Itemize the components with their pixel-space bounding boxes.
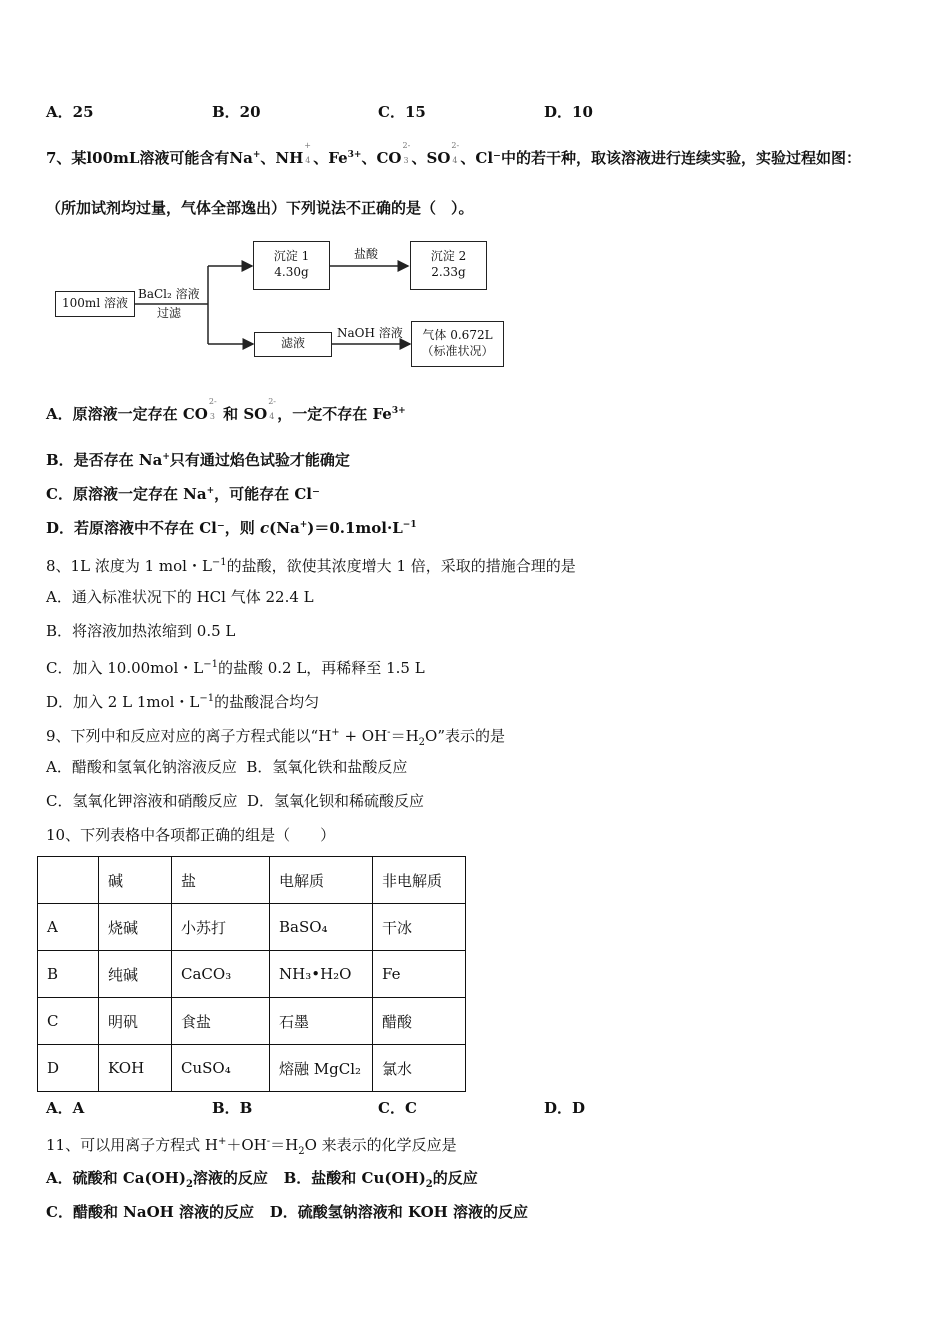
q6-option-b: B．20: [212, 103, 261, 121]
table-row: A 烧碱 小苏打 BaSO₄ 干冰: [38, 904, 466, 951]
q8-option-c: C．加入 10.00mol・$L^{-1}$的盐酸 0.2 L，再稀释至 1.5 L: [46, 659, 425, 677]
q7-stem-line2: （所加试剂均过量，气体全部逸出）下列说法不正确的是（ ）。: [46, 199, 474, 217]
q10-option-c: C．C: [378, 1099, 417, 1117]
q9-option-c: C．氢氧化钾溶液和硝酸反应: [46, 792, 238, 810]
q9-options-row1: [46, 757, 407, 777]
q7-option-c: C．原溶液一定存在 Na+，可能存在 Cl⁻: [46, 485, 320, 503]
table-row: C 明矾 食盐 石墨 醋酸: [38, 998, 466, 1045]
q11-options-row1: [46, 1168, 478, 1195]
reagent-hcl-label: 盐酸: [354, 247, 379, 261]
q8-option-a: A．通入标准状况下的 HCl 气体 22.4 L: [46, 588, 314, 606]
precipitate-1-box: 沉淀 1 4.30g: [253, 241, 330, 290]
table-row: B 纯碱 CaCO₃ NH₃•H₂O Fe: [38, 951, 466, 998]
q11-option-a: A．硫酸和 $Ca(OH)_2$溶液的反应: [46, 1169, 268, 1190]
q7-option-b: B．是否存在 Na+只有通过焰色试验才能确定: [46, 451, 350, 469]
q11-option-d: D．硫酸氢钠溶液和 KOH 溶液的反应: [269, 1203, 529, 1221]
reagent-bacl2-label: BaCl₂ 溶液: [138, 287, 200, 301]
q7-stem: 7、某l00mL溶液可能含有Na+、NH + 4 、$Fe^{3+}$、CO 2- 3 、SO 2- 4 、Cl⁻中的若干种，取该溶液进行连续实验，实验过程如图：: [46, 141, 861, 167]
filtrate-box: 滤液: [254, 332, 332, 357]
q8-stem: 8、1L 浓度为 1 mol・$L^{-1}$的盐酸，欲使其浓度增大 1 倍，采取的措施合理的是: [46, 557, 576, 575]
reagent-naoh-label: NaOH 溶液: [337, 326, 403, 340]
q8-option-d: D．加入 2 L 1mol・$L^{-1}$的盐酸混合均匀: [46, 693, 320, 711]
q10-stem: 10、下列表格中各项都正确的组是（ ）: [46, 826, 336, 844]
q9-stem: 9、下列中和反应对应的离子方程式能以“$H^+ + OH^-=H_2O$”表示的是: [46, 727, 505, 748]
table-header-row: 碱 盐 电解质 非电解质: [38, 857, 466, 904]
gas-box: 气体 0.672L （标准状况）: [411, 321, 504, 367]
q7-option-a: A．原溶液一定存在 CO 2- 3 和 SO 2- 4 ，一定不存在 $Fe^{3+}$: [46, 397, 406, 423]
q10-options: [46, 1098, 710, 1118]
precipitate-2-box: 沉淀 2 2.33g: [410, 241, 487, 290]
q11-stem: 11、可以用离子方程式 $H^++OH^-=H_2O$ 来表示的化学反应是: [46, 1136, 457, 1157]
q9-option-a: A．醋酸和氢氧化钠溶液反应: [46, 758, 237, 776]
q6-options: [46, 102, 710, 122]
q10-option-a: A．A: [46, 1099, 85, 1117]
q11-options-row2: [46, 1202, 528, 1222]
q8-option-b: B．将溶液加热浓缩到 0.5 L: [46, 622, 236, 640]
q11-option-c: C．醋酸和 NaOH 溶液的反应: [46, 1203, 255, 1221]
q6-option-c: C．15: [378, 103, 426, 121]
q6-option-a: A．25: [46, 103, 94, 121]
q11-option-b: B．盐酸和 $Cu(OH)_2$的反应: [283, 1169, 478, 1190]
q10-option-b: B．B: [212, 1099, 253, 1117]
q10-table: [37, 856, 466, 1092]
q7-option-d: D．若原溶液中不存在 Cl⁻，则 $c(Na^+)=0.1mol\cdot L^{-1}$: [46, 519, 417, 537]
q9-option-b: B．氢氧化铁和盐酸反应: [246, 758, 408, 776]
q9-options-row2: [46, 791, 424, 811]
start-solution-box: 100ml 溶液: [55, 291, 135, 317]
q9-option-d: D．氢氧化钡和稀硫酸反应: [247, 792, 425, 810]
reagent-filter-label: 过滤: [157, 306, 182, 320]
q6-option-d: D．10: [544, 103, 593, 121]
q10-option-d: D．D: [544, 1099, 586, 1117]
table-row: D KOH CuSO₄ 熔融 MgCl₂ 氯水: [38, 1045, 466, 1092]
